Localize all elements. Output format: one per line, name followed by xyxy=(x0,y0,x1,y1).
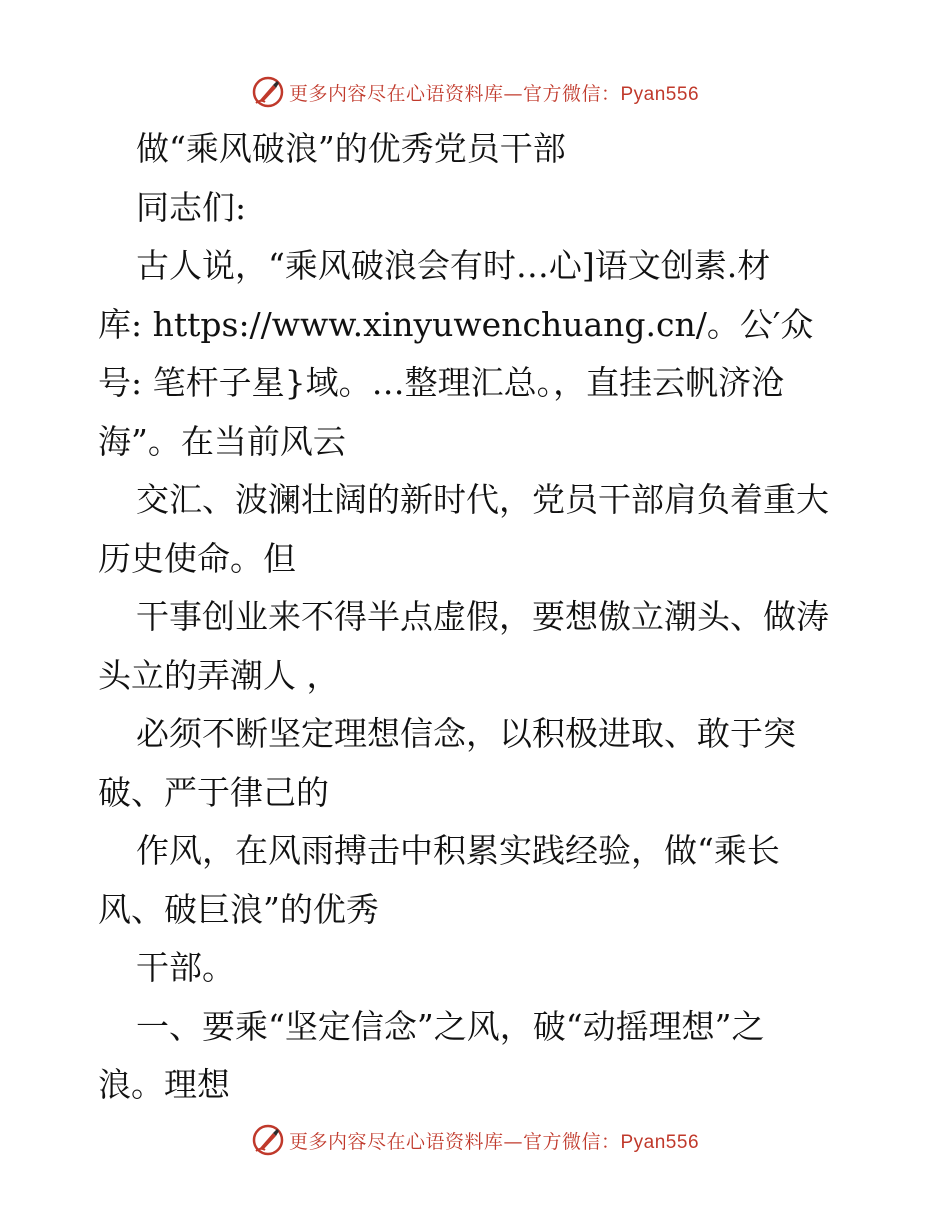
footer-banner xyxy=(0,1120,950,1160)
text-line: 库: https://www.xinyuwenchuang.cn/。公′众 xyxy=(98,304,814,344)
text-line: 头立的弄潮人 ， xyxy=(98,655,340,695)
text-line: 作风，在风雨搏击中积累实践经验，做“乘长 xyxy=(136,831,780,870)
document-title: 做“乘风破浪”的优秀党员干部 xyxy=(136,129,566,168)
text-line: 历史使命。但 xyxy=(98,538,296,578)
header-banner-text: 更多内容尽在心语资料库—官方微信：Pyan556 xyxy=(288,82,700,105)
text-line: 干事创业来不得半点虚假，要想傲立潮头、做涛 xyxy=(136,597,829,636)
text-line: 交汇、波澜壮阔的新时代，党员干部肩负着重大 xyxy=(136,480,829,519)
pen-logo-icon xyxy=(251,75,285,109)
document-body xyxy=(98,120,868,1115)
text-line: 同志们: xyxy=(136,187,247,227)
pen-logo-icon xyxy=(251,1123,285,1157)
footer-banner-text: 更多内容尽在心语资料库—官方微信：Pyan556 xyxy=(288,1130,700,1153)
header-banner xyxy=(0,72,950,112)
text-line: 干部。 xyxy=(136,948,235,987)
text-line: 浪。理想 xyxy=(98,1065,230,1104)
text-line: 一、要乘“坚定信念”之风，破“动摇理想”之 xyxy=(136,1006,765,1046)
text-line: 破、严于律己的 xyxy=(98,772,329,812)
text-line: 古人说，“乘风破浪会有时…心]语文创素.材 xyxy=(136,246,771,285)
text-line: 号: 笔杆子星}域。…整理汇总。，直挂云帆济沧 xyxy=(98,363,785,402)
text-line: 海”。在当前风云 xyxy=(98,421,346,461)
text-line: 风、破巨浪”的优秀 xyxy=(98,889,379,929)
text-line: 必须不断坚定理想信念，以积极进取、敢于突 xyxy=(136,714,796,753)
